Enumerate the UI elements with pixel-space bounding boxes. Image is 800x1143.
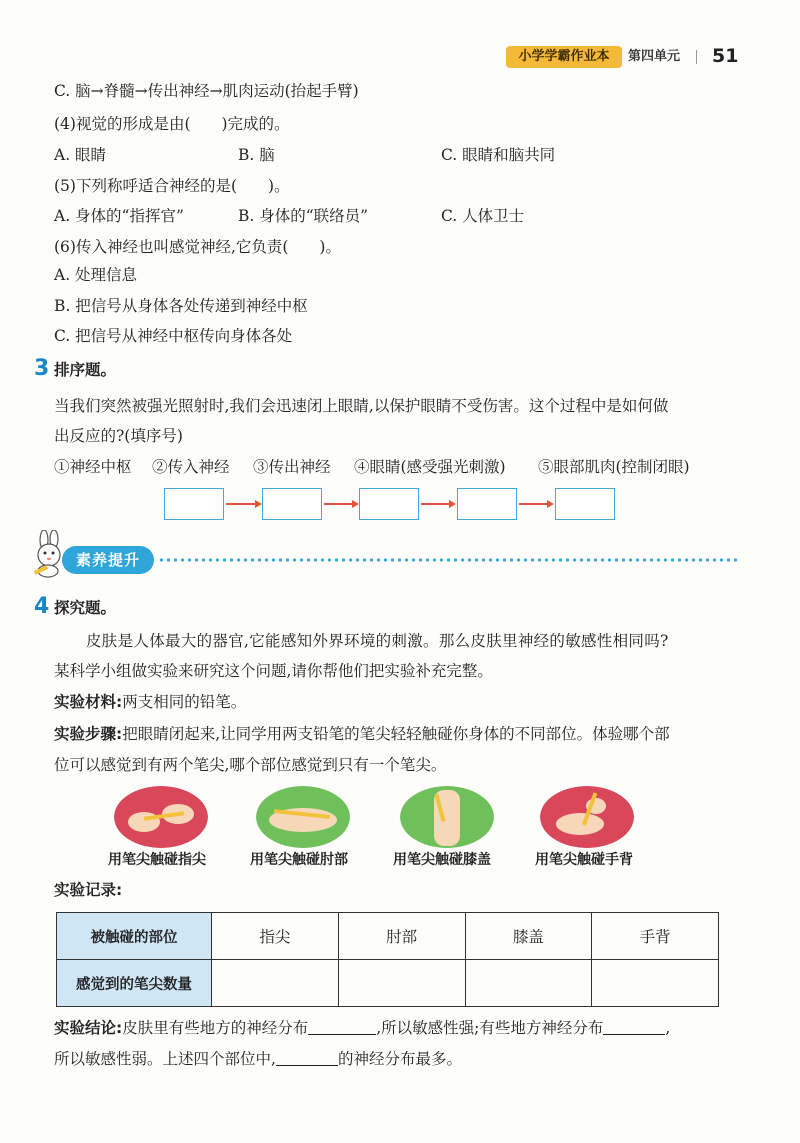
record-label: 实验记录: (54, 881, 123, 899)
section4-title: 探究题。 (54, 599, 117, 617)
conclusion-blank-1[interactable] (308, 1018, 376, 1035)
record-table (56, 912, 719, 1007)
answer-cell-knee[interactable] (465, 960, 592, 1007)
conclusion-blank-2[interactable] (603, 1018, 665, 1035)
sequence-option-4: ④眼睛(感受强光刺激) (354, 458, 506, 476)
picture-caption-hand-back: 用笔尖触碰手背 (535, 852, 633, 868)
section-banner: 素养提升 (62, 546, 154, 574)
table-row (57, 960, 719, 1007)
page-number: 51 (712, 45, 739, 67)
answer-cell-fingertip[interactable] (212, 960, 339, 1007)
q4-option-c: C. 眼睛和脑共同 (441, 146, 556, 164)
q6-option-a: A. 处理信息 (54, 266, 138, 284)
arrow-head-icon (352, 500, 359, 508)
picture-caption-knee: 用笔尖触碰膝盖 (393, 852, 491, 868)
flow-arrow-4 (519, 503, 548, 505)
q4-stem: (4)视觉的形成是由( )完成的。 (54, 115, 290, 133)
q5-stem: (5)下列称呼适合神经的是( )。 (54, 177, 290, 195)
q4-option-a: A. 眼睛 (54, 146, 107, 164)
answer-cell-elbow[interactable] (338, 960, 465, 1007)
elbow-pencil-image (256, 786, 350, 848)
conclusion-text-1: 皮肤里有些地方的神经分布 (122, 1019, 309, 1037)
flow-arrow-1 (226, 503, 256, 505)
q6-stem: (6)传入神经也叫感觉神经,它负责( )。 (54, 238, 341, 256)
conclusion-line1 (54, 1018, 670, 1038)
section3-number: 3 (34, 356, 50, 381)
hand-back-pencil-image (540, 786, 634, 848)
table-cell-part: 手背 (592, 913, 719, 960)
materials-label: 实验材料: (54, 693, 123, 711)
steps-text-line2: 位可以感觉到有两个笔尖,哪个部位感觉到只有一个笔尖。 (54, 756, 447, 774)
dotted-divider (158, 558, 738, 562)
q6-option-b: B. 把信号从身体各处传递到神经中枢 (54, 297, 308, 315)
flow-arrow-3 (421, 503, 450, 505)
sequence-option-3: ③传出神经 (253, 458, 331, 476)
fingertip-pencil-image (114, 786, 208, 848)
table-row (57, 913, 719, 960)
series-badge: 小学学霸作业本 (506, 46, 622, 68)
section4-number: 4 (34, 594, 50, 619)
sequence-option-1: ①神经中枢 (54, 458, 132, 476)
q6-option-c: C. 把信号从神经中枢传向身体各处 (54, 327, 293, 345)
arrow-head-icon (547, 500, 554, 508)
picture-caption-elbow: 用笔尖触碰肘部 (250, 852, 348, 868)
conclusion-text-5: 的神经分布最多。 (337, 1050, 462, 1068)
conclusion-text-4: 所以敏感性弱。上述四个部位中, (54, 1050, 276, 1068)
table-cell-part: 膝盖 (465, 913, 592, 960)
table-row-header-count: 感觉到的笔尖数量 (57, 960, 212, 1007)
sequence-option-5: ⑤眼部肌肉(控制闭眼) (538, 458, 690, 476)
table-row-header-part: 被触碰的部位 (57, 913, 212, 960)
q5-option-b: B. 身体的“联络员” (238, 207, 369, 225)
conclusion-text-2: ,所以敏感性强;有些地方神经分布 (376, 1019, 604, 1037)
knee-pencil-image (400, 786, 494, 848)
q5-option-c: C. 人体卫士 (441, 207, 525, 225)
conclusion-label: 实验结论: (54, 1019, 123, 1037)
section3-text-line2: 出反应的?(填序号) (54, 427, 183, 445)
sequence-option-2: ②传入神经 (152, 458, 230, 476)
materials-text: 两支相同的铅笔。 (122, 693, 247, 711)
conclusion-text-3: , (665, 1019, 671, 1037)
materials-row (54, 692, 246, 712)
table-cell-part: 指尖 (212, 913, 339, 960)
section4-intro-line2: 某科学小组做实验来研究这个问题,请你帮他们把实验补充完整。 (54, 662, 493, 680)
section4-intro-line1: 皮肤是人体最大的器官,它能感知外界环境的刺激。那么皮肤里神经的敏感性相同吗? (86, 632, 669, 650)
section3-title: 排序题。 (54, 361, 117, 379)
conclusion-blank-3[interactable] (276, 1049, 338, 1066)
sequence-answer-box-5[interactable] (555, 488, 615, 520)
conclusion-line2 (54, 1049, 462, 1069)
flow-arrow-2 (324, 503, 353, 505)
header-divider (696, 50, 697, 64)
sequence-answer-box-4[interactable] (457, 488, 517, 520)
unit-label: 第四单元 (628, 49, 681, 64)
sequence-answer-box-1[interactable] (164, 488, 224, 520)
sequence-answer-box-2[interactable] (262, 488, 322, 520)
steps-label: 实验步骤: (54, 725, 123, 743)
picture-caption-fingertip: 用笔尖触碰指尖 (108, 852, 206, 868)
q5-option-a: A. 身体的“指挥官” (54, 207, 184, 225)
answer-cell-hand-back[interactable] (592, 960, 719, 1007)
arrow-head-icon (255, 500, 262, 508)
sequence-answer-box-3[interactable] (359, 488, 419, 520)
arrow-head-icon (449, 500, 456, 508)
steps-text-line1: 把眼睛闭起来,让同学用两支铅笔的笔尖轻轻触碰你身体的不同部位。体验哪个部 (122, 725, 670, 743)
q4-option-b: B. 脑 (238, 146, 275, 164)
q3-option-c: C. 脑→脊髓→传出神经→肌肉运动(抬起手臂) (54, 82, 359, 100)
steps-row (54, 724, 670, 744)
table-cell-part: 肘部 (338, 913, 465, 960)
section3-text-line1: 当我们突然被强光照射时,我们会迅速闭上眼睛,以保护眼睛不受伤害。这个过程中是如何做 (54, 397, 669, 415)
